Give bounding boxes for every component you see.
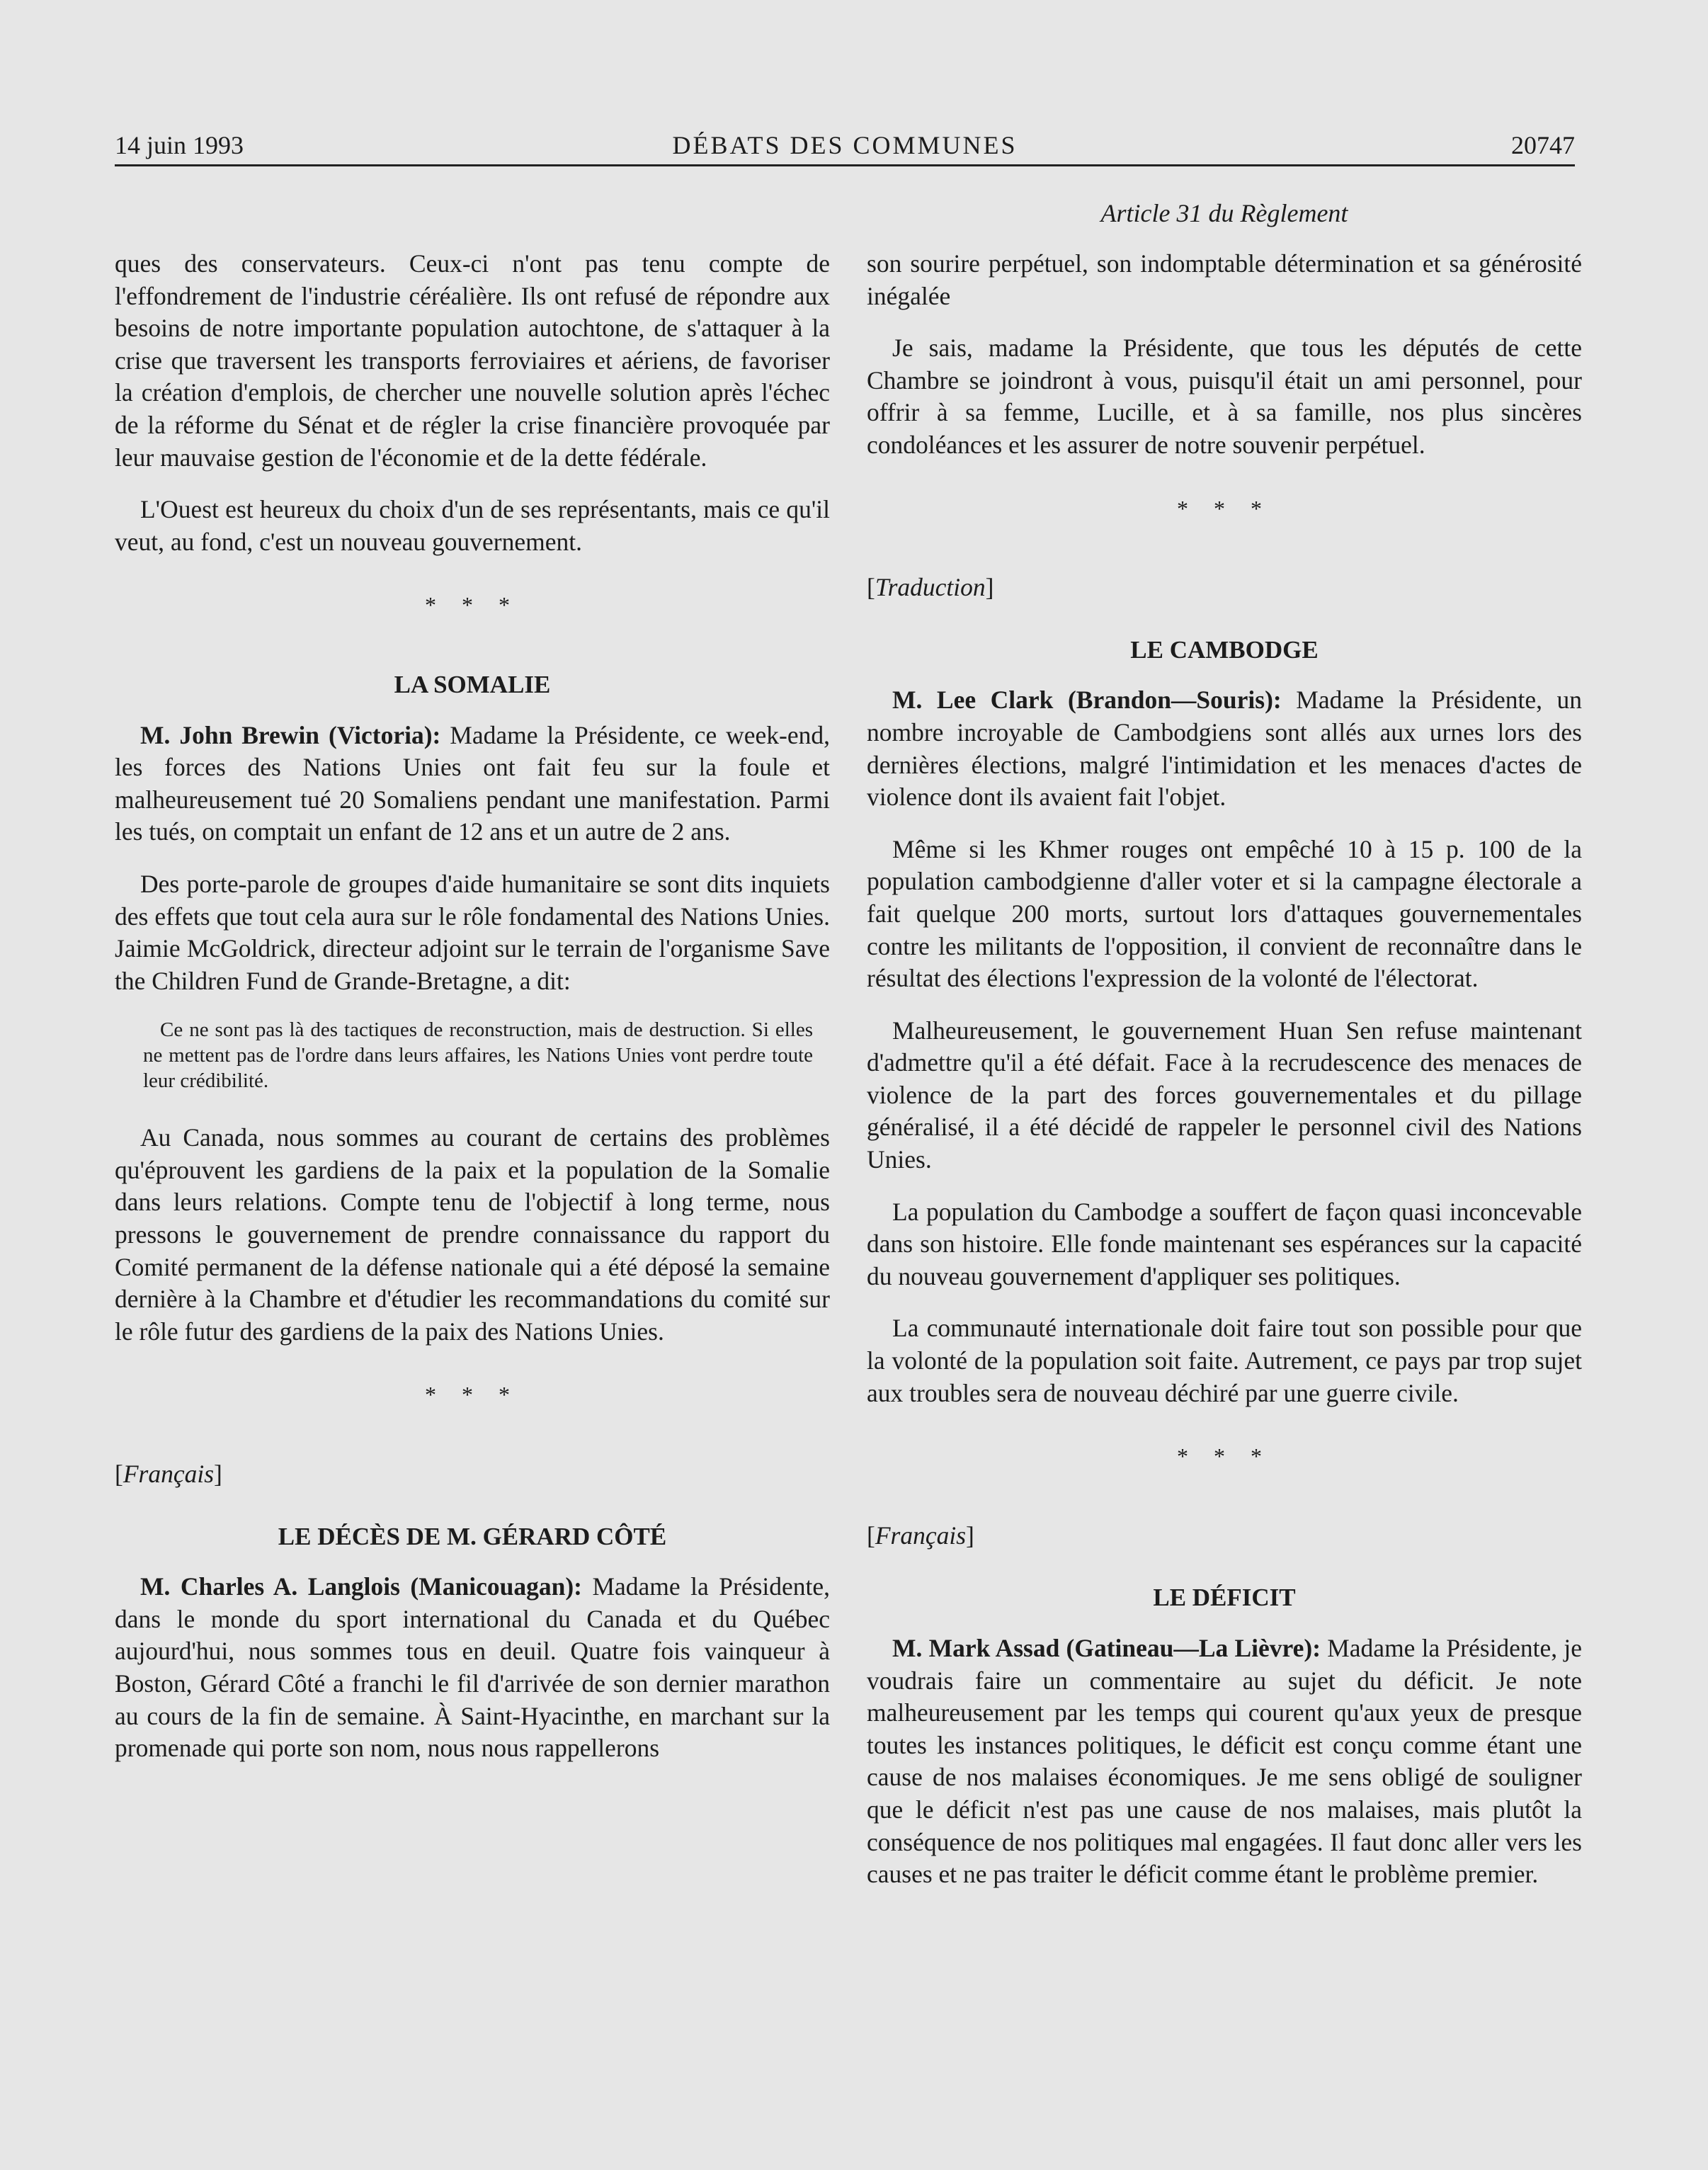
language-tag-text: Français [123, 1460, 215, 1489]
header-page-number: 20747 [1511, 131, 1575, 159]
paragraph: Même si les Khmer rouges ont empêché 10 à 15 p. 100 de la population cambodgienne d'aller voter et si la campagne électorale a fait quelque 200 morts, surtout lors d'attaques gouvernementales contre les militants de l'opposition, il convient de reconnaître dans le résultat des élections l'expression de la volonté de l'électorat. [867, 834, 1582, 993]
section-heading-somalie: LA SOMALIE [394, 670, 551, 698]
page-header [115, 125, 1575, 166]
paragraph: son sourire perpétuel, son indomptable détermination et sa générosité inégalée [867, 249, 1582, 310]
paragraph: La communauté internationale doit faire tout son possible pour que la volonté de la population soit faite. Autrement, ce pays par trop sujet aux troubles sera de nouveau déchiré par une guerre civile. [867, 1314, 1582, 1407]
paragraph: La population du Cambodge a souffert de façon quasi inconcevable dans son histoire. Elle fonde maintenant ses espérances sur la capacité du nouveau gouvernement d'appliquer ses politiques. [867, 1197, 1582, 1290]
paragraph: ques des conservateurs. Ceux-ci n'ont pas tenu compte de l'effondrement de l'industrie céréalière. Ils ont refusé de répondre aux besoins de notre importante population autochtone, de s'attaquer à la crise que traversent les transports ferroviaires et aériens, de favoriser la création d'emplois, de chercher une nouvelle solution après l'échec de la réforme du Sénat et de régler la crise financière provoquée par leur mauvaise gestion de l'économie et de la dette fédérale. [115, 249, 830, 472]
section-heading-deficit: LE DÉFICIT [1153, 1584, 1296, 1612]
statement-paragraph [867, 684, 1582, 813]
section-heading-cambodge: LE CAMBODGE [1130, 635, 1319, 664]
paragraph: Des porte-parole de groupes d'aide humanitaire se sont dits inquiets des effets que tout cela aura sur le rôle fondamental des Nations Unies. Jaimie McGoldrick, directeur adjoint sur le terrain de l'organisme Save the Children Fund de Grande-Bretagne, a dit: [115, 869, 830, 995]
section-separator: * * * [1177, 1443, 1272, 1470]
margin-note: Article 31 du Règlement [1100, 199, 1348, 227]
statement-paragraph [115, 1571, 830, 1765]
paragraph: L'Ouest est heureux du choix d'un de ses représentants, mais ce qu'il veut, au fond, c'est un nouveau gouvernement. [115, 495, 830, 556]
section-separator: * * * [1177, 495, 1272, 521]
language-tag-text: Français [875, 1521, 967, 1550]
header-date: 14 juin 1993 [115, 131, 244, 159]
statement-text: Madame la Présidente, dans le monde du sport international du Canada et du Québec aujourd'hui, nous sommes tous en deuil. Quatre fois vainqueur à Boston, Gérard Côté a franchi le fil d'arrivée de son dernier marathon au cours de la fin de semaine. À Saint-Hyacinthe, en marchant sur la promenade qui porte son nom, nous nous rappellerons [115, 1572, 830, 1763]
header-title: DÉBATS DES COMMUNES [672, 131, 1018, 159]
speaker-name: M. Lee Clark (Brandon—Souris): [892, 686, 1282, 715]
language-tag: [Français] [115, 1460, 222, 1489]
paragraph: Malheureusement, le gouvernement Huan Sen refuse maintenant d'admettre qu'il a été défait. Face à la recrudescence des menaces de violence de la part des forces gouvernementales et du pillage généralisé, il a été décidé de rappeler le personnel civil des Nations Unies. [867, 1016, 1582, 1174]
section-separator: * * * [425, 592, 520, 618]
statement-text: Madame la Présidente, ce week-end, les forces des Nations Unies ont fait feu sur la foule et malheureusement tué 20 Somaliens pendant une manifestation. Parmi les tués, on comptait un enfant de 12 ans et un autre de 2 ans. [115, 720, 830, 846]
paragraph: Au Canada, nous sommes au courant de certains des problèmes qu'éprouvent les gardiens de la paix et la population de la Somalie dans leurs relations. Compte tenu de l'objectif à long terme, nous pressons le gouvernement de prendre connaissance du rapport du Comité permanent de la défense nationale qui a été déposé la semaine dernière à la Chambre et d'étudier les recommandations du comité sur le rôle futur des gardiens de la paix des Nations Unies. [115, 1123, 830, 1346]
language-tag: [Français] [867, 1521, 974, 1550]
language-tag-text: Traduction [875, 573, 986, 602]
statement-text: Madame la Présidente, je voudrais faire un commentaire au sujet du déficit. Je note malheureusement par les temps qui courent qu'aux yeux de presque toutes les instances politiques, le déficit est conçu comme étant une cause de nos malaises économiques. Je me sens obligé de souligner que le déficit n'est pas une cause de nos malaises, mais plutôt la conséquence de nos politiques mal engagées. Il faut donc aller vers les causes et ne pas traiter le déficit comme étant le problème premier. [867, 1634, 1582, 1889]
language-tag: [Traduction] [867, 573, 994, 602]
section-heading-cote: LE DÉCÈS DE M. GÉRARD CÔTÉ [278, 1522, 667, 1550]
speaker-name: M. Mark Assad (Gatineau—La Lièvre): [892, 1634, 1321, 1662]
statement-text: Madame la Présidente, un nombre incroyable de Cambodgiens sont allés aux urnes lors des dernières élections, malgré l'intimidation et les menaces d'actes de violence dont ils avaient fait l'objet. [867, 686, 1583, 812]
statement-paragraph [867, 1632, 1582, 1891]
section-separator: * * * [425, 1382, 520, 1408]
paragraph: Je sais, madame la Présidente, que tous les députés de cette Chambre se joindront à vous, puisqu'il était un ami personnel, pour offrir à sa femme, Lucille, et à sa famille, nos plus sincères condoléances et les assurer de notre souvenir perpétuel. [867, 334, 1582, 459]
right-column [867, 248, 1582, 1911]
statement-paragraph [115, 720, 830, 848]
block-quote: Ce ne sont pas là des tactiques de reconstruction, mais de destruction. Si elles ne mettent pas de l'ordre dans leurs affaires, les Nations Unies vont perdre toute leur crédibilité. [143, 1018, 813, 1093]
speaker-name: M. John Brewin (Victoria): [140, 720, 441, 749]
left-column [115, 248, 830, 1785]
speaker-name: M. Charles A. Langlois (Manicouagan): [140, 1572, 582, 1601]
